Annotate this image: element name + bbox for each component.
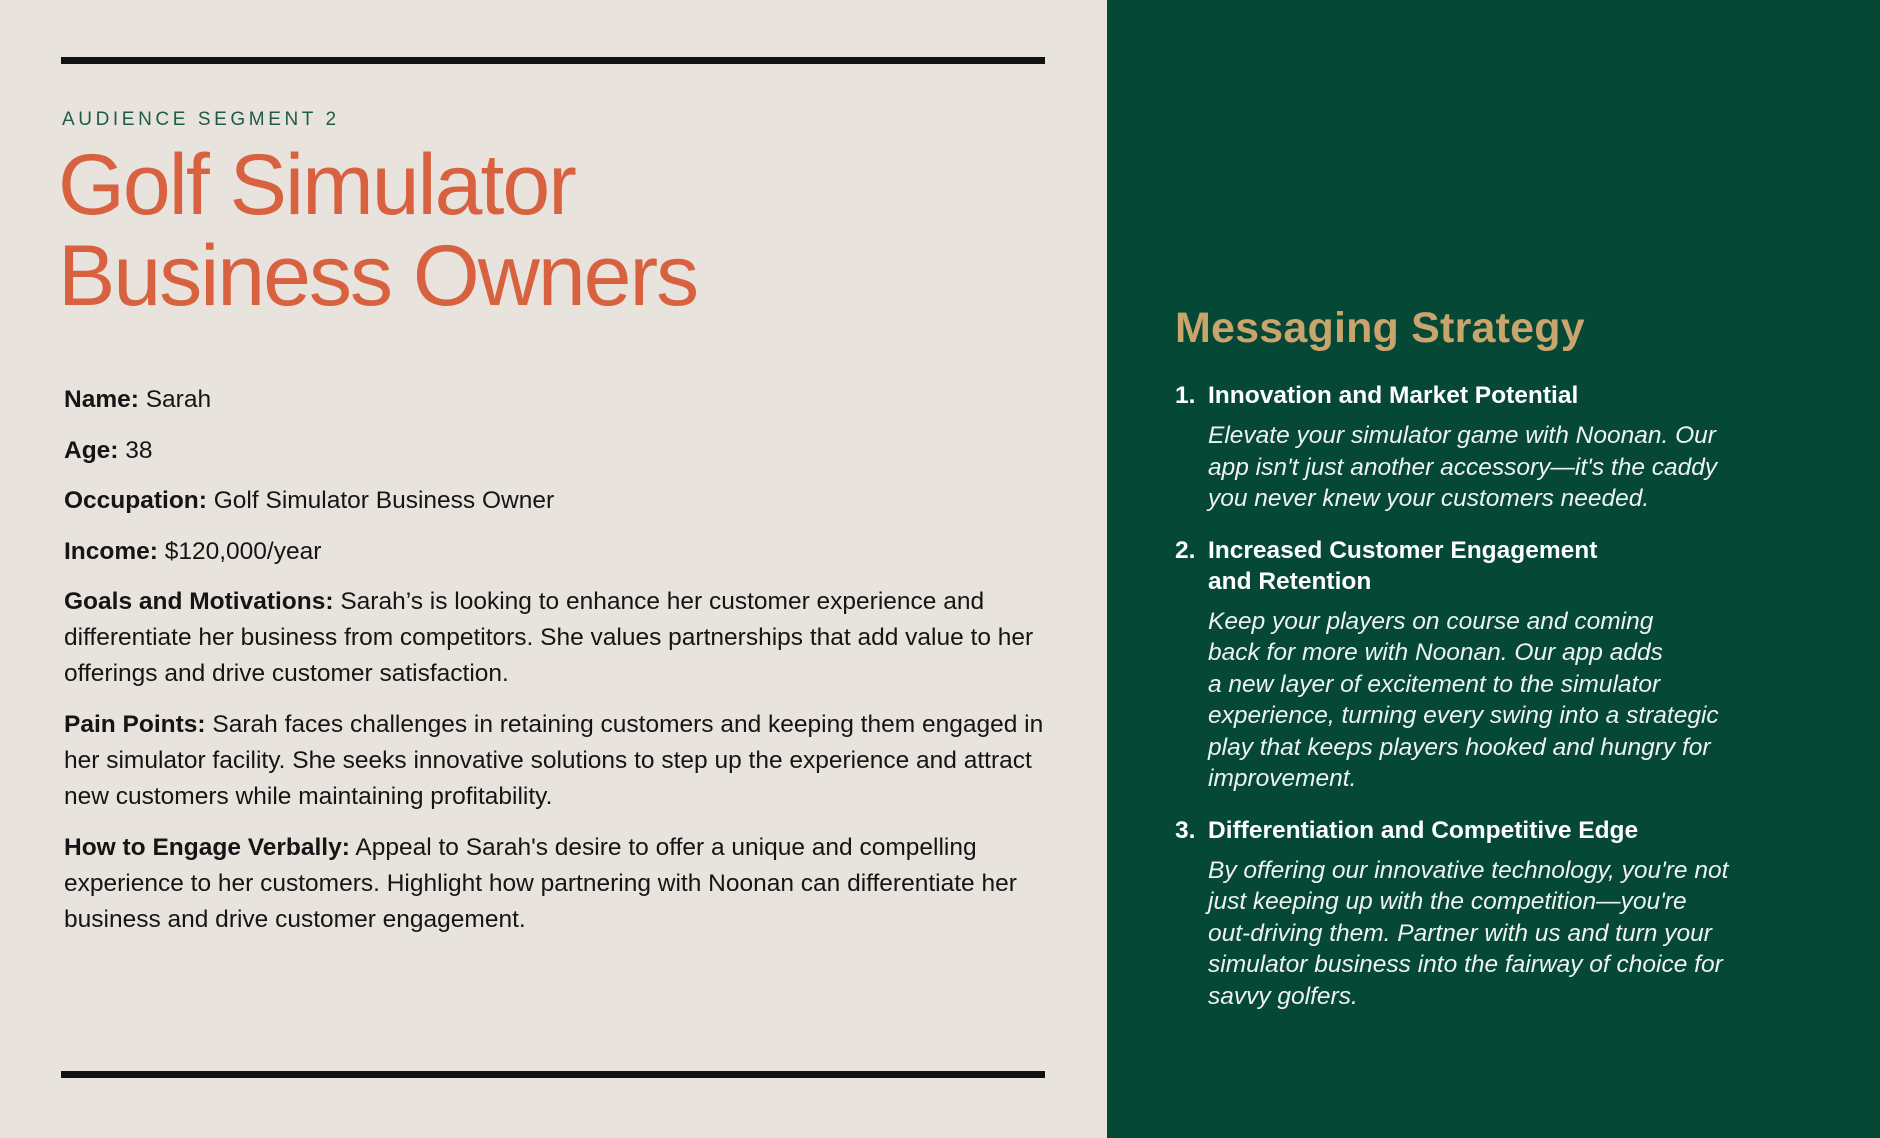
strategy-item-title: Differentiation and Competitive Edge (1208, 816, 1639, 844)
strategy-item-heading (1175, 380, 1825, 411)
profile-age-label: Age: (64, 436, 119, 464)
profile-occupation-label: Occupation: (64, 487, 207, 514)
page-title-line-2: Business Owners (58, 228, 698, 324)
strategy-item-3 (1175, 815, 1825, 1013)
messaging-strategy-heading: Messaging Strategy (1175, 304, 1585, 352)
profile-name-label: Name: (64, 386, 139, 413)
strategy-item-2 (1175, 535, 1825, 795)
strategy-item-heading (1175, 535, 1825, 597)
profile-age (64, 433, 1054, 469)
page-title-line-1: Golf Simulator (58, 137, 575, 233)
strategy-item-number: 3. (1175, 816, 1196, 844)
profile-pain-points-label: Pain Points: (64, 711, 206, 738)
strategy-item-heading (1175, 815, 1825, 846)
persona-profile (64, 382, 1054, 953)
strategy-item-number: 2. (1175, 536, 1196, 564)
bottom-divider (61, 1071, 1045, 1078)
profile-income (64, 534, 1054, 570)
profile-income-label: Income: (64, 537, 158, 565)
profile-occupation-value: Golf Simulator Business Owner (213, 487, 555, 514)
profile-income-value: $120,000/year (164, 537, 322, 565)
segment-eyebrow: AUDIENCE SEGMENT 2 (62, 109, 340, 130)
profile-engage-label: How to Engage Verbally: (64, 834, 350, 861)
profile-name-value: Sarah (145, 386, 212, 413)
strategy-item-number: 1. (1175, 382, 1196, 409)
profile-name (64, 382, 1054, 418)
profile-pain-points-value: Sarah faces challenges in retaining customers and keeping them engaged in her simulator facility. She seeks innovative solutions to step up the experience and attract new customers while maintaining profitability. (64, 711, 1044, 810)
profile-age-value: 38 (125, 436, 153, 464)
page-title (58, 137, 698, 324)
profile-pain-points (64, 707, 1054, 815)
profile-goals-label: Goals and Motivations: (64, 588, 334, 615)
profile-engage (64, 830, 1054, 938)
top-divider (61, 57, 1045, 64)
strategy-item-body: By offering our innovative technology, you're not just keeping up with the competition—you're out-driving them. Partner with us and turn your simulator business into the fairway of choice for savvy golfers. (1208, 856, 1729, 1010)
strategy-item-body: Keep your players on course and coming back for more with Noonan. Our app adds a new layer of excitement to the simulator experience, turning every swing into a strategic play that keeps players hooked and hungry for improvement. (1208, 607, 1719, 792)
strategy-item-title: Increased Customer Engagement and Retention (1208, 536, 1598, 595)
messaging-strategy-list (1175, 380, 1825, 1032)
profile-engage-value: Appeal to Sarah's desire to offer a unique and compelling experience to her customers. Highlight how partnering with Noonan can differentiate her business and drive customer engagement. (64, 834, 1017, 933)
profile-occupation (64, 483, 1054, 519)
strategy-item-body: Elevate your simulator game with Noonan. Our app isn't just another accessory—it's the caddy you never knew your customers needed. (1208, 422, 1718, 512)
strategy-item-1 (1175, 380, 1825, 515)
strategy-item-title: Innovation and Market Potential (1208, 382, 1579, 409)
profile-goals (64, 584, 1054, 692)
profile-goals-value: Sarah’s is looking to enhance her customer experience and differentiate her business from competitors. She values partnerships that add value to her offerings and drive customer satisfaction. (64, 588, 1034, 687)
